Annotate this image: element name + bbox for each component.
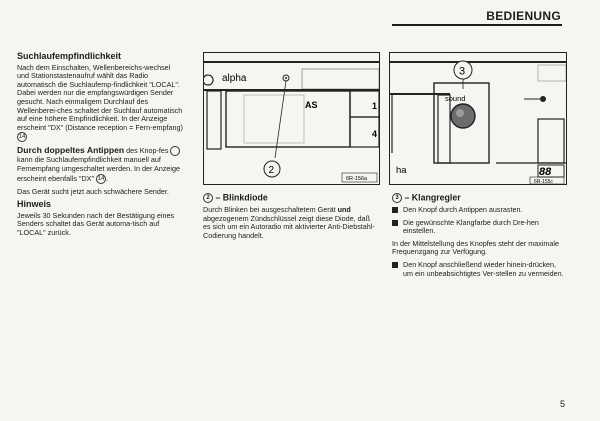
text-column-tone-control (392, 193, 565, 282)
item-number: 2 (203, 193, 213, 203)
preset-4-label: 4 (372, 129, 378, 139)
paragraph-text: des Knop-fes (126, 146, 169, 156)
radio-illustration (204, 53, 379, 184)
tone-control-heading (392, 193, 565, 203)
radio-figure-blink-diode (203, 52, 380, 185)
search-sensitivity-heading: Suchlaufempfindlichkeit (17, 51, 122, 61)
paragraph-text: Durch Blinken bei ausgeschaltetem Gerät (203, 205, 336, 214)
heading-text: – Blinkdiode (215, 192, 268, 203)
hint-heading: Hinweis (17, 199, 52, 210)
reference-number: 14 (18, 134, 26, 141)
callout-number: 3 (459, 65, 466, 78)
paragraph-text: kann die Suchlaufempfindlichkeit manuell auf Fernempfang umgeschaltet werden. In der Anzeige erscheint ebenfalls "DX" (17, 155, 181, 183)
brand-label: alpha (222, 73, 247, 84)
header-rule (392, 24, 562, 26)
hint-paragraph: Jeweils 30 Sekunden nach der Bestätigung eines Senders schaltet das Gerät automa-tisch auf "LOCAL" zurück. (17, 210, 175, 237)
section-title: BEDIENUNG (486, 9, 561, 23)
brand-label: ha (396, 165, 407, 176)
reference-number: 14 (97, 175, 105, 182)
heading-text: – Klangregler (404, 192, 461, 203)
emphasis-text: und (337, 205, 351, 214)
text-column-blink-diode (203, 193, 378, 244)
instruction-bullet: Den Knopf durch Antippen ausrasten. (392, 206, 565, 215)
radio-figure-tone-control (389, 52, 567, 185)
blink-diode-paragraph (203, 206, 378, 240)
figure-code: 6R-156a (346, 176, 368, 182)
figure-code: 6R-155c (534, 179, 553, 184)
paragraph-text: Nach dem Einschalten, Wellenbereichs-wechsel und Stationstastenaufruf wählt das Radio automatisch die Suchlaufemp-findlichkeit "LOCAL". Dabei werden nur die empfangswürdigen Sender gesucht. Nach einmaligem Durchlauf des Wellenberei-ches schaltet der Suchlauf automatisch auf eine höhere Empfindlichkeit. In der Anzeige erscheint "DX" (Distance reception = Fern-empfang) (17, 62, 183, 132)
instruction-bullet: Die gewünschte Klangfarbe durch Dre-hen einstellen. (392, 219, 565, 236)
sound-label: sound (445, 94, 466, 103)
instruction-bullet: Den Knopf anschließend wieder hinein-drücken, um ein unbeabsichtigtes Ver-stellen zu vermeiden. (392, 261, 565, 278)
callout-number: 2 (268, 165, 275, 176)
indicator-dot-icon (540, 96, 546, 102)
double-tap-paragraph: Durch doppeltes Antippen des Knop-fes kann die Suchlaufempfindlichkeit manuell auf Fernempfang umgeschaltet werden. In der Anzeige erscheint ebenfalls "DX" 14 . (17, 145, 181, 183)
as-button-label: AS (305, 100, 318, 110)
tone-control-knob-icon (451, 104, 475, 128)
preset-1-label: 1 (372, 101, 378, 111)
knob-icon (170, 146, 180, 156)
text-column-search-sensitivity (17, 52, 183, 242)
weaker-stations-paragraph: Das Gerät sucht jetzt auch schwächere Sender. (17, 186, 169, 196)
blink-diode-heading (203, 193, 378, 203)
radio-illustration (390, 53, 566, 184)
center-position-paragraph: In der Mittelstellung des Knopfes steht der maximale Frequenzgang zur Verfügung. (392, 238, 559, 257)
item-number: 3 (392, 193, 402, 203)
double-tap-subheading: Durch doppeltes Antippen (17, 145, 125, 156)
paragraph-text: abgezogenem Zündschlüssel zeigt diese Diode, daß es sich um ein Autoradio mit aktivierter Anti-Diebstahl-Codierung handelt. (203, 213, 375, 240)
page-number: 5 (559, 399, 565, 409)
display-digits: 88 (539, 166, 552, 178)
search-sensitivity-paragraph (17, 64, 183, 143)
